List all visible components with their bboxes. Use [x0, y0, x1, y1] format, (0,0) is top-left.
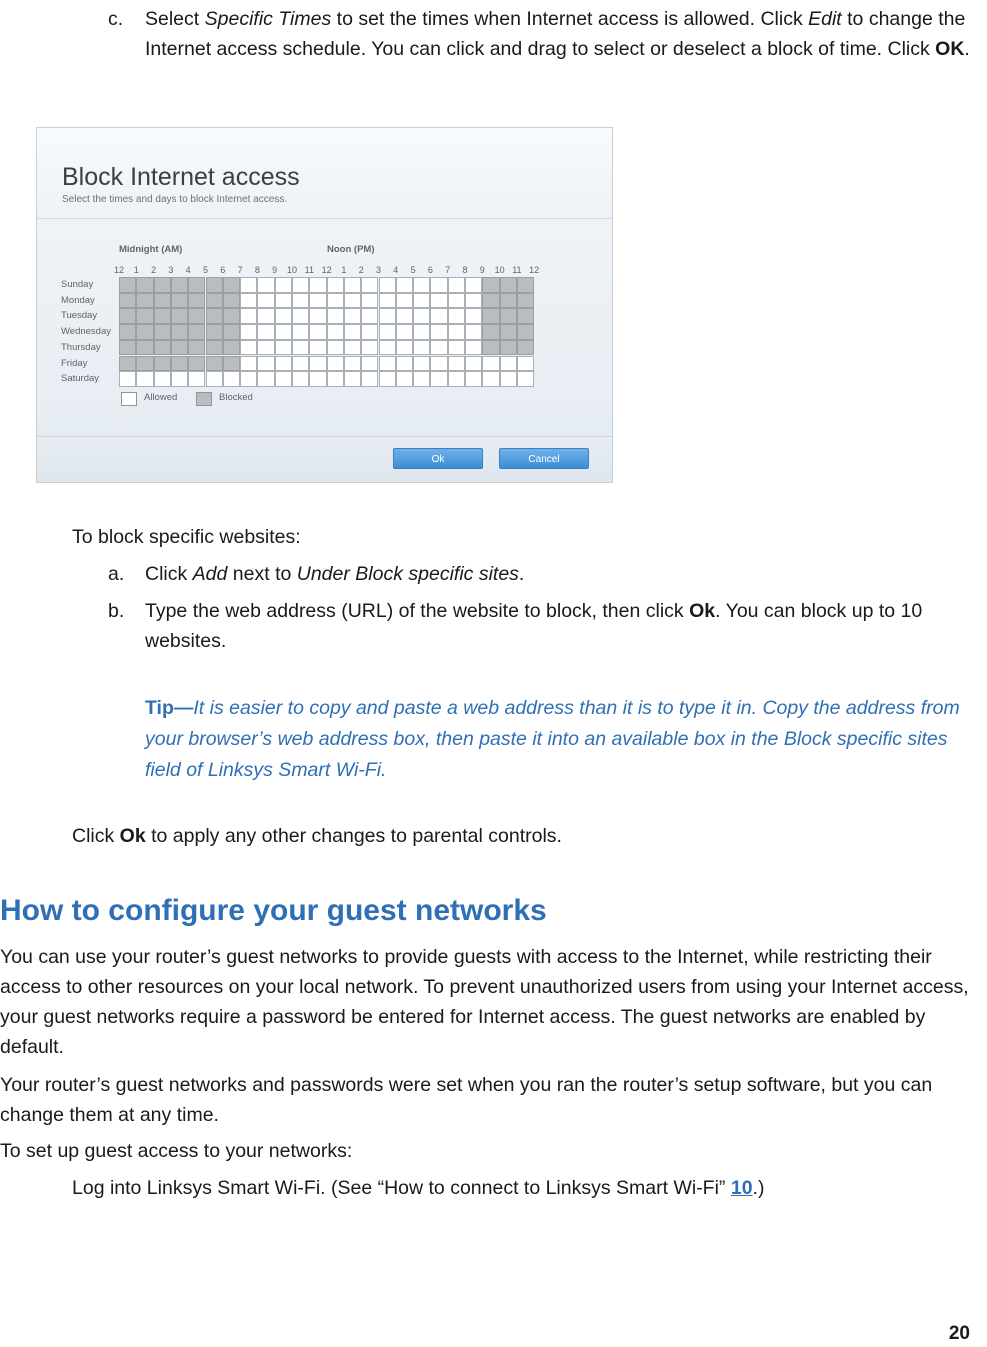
schedule-cell-blocked[interactable]	[171, 308, 188, 324]
schedule-cell-allowed[interactable]	[379, 356, 396, 372]
schedule-cell-blocked[interactable]	[119, 293, 136, 309]
schedule-cell-allowed[interactable]	[309, 308, 326, 324]
schedule-cell-allowed[interactable]	[292, 340, 309, 356]
schedule-cell-blocked[interactable]	[223, 324, 240, 340]
schedule-cell-allowed[interactable]	[240, 371, 257, 387]
hour-label: 3	[375, 265, 381, 275]
hour-label: 11	[512, 265, 522, 275]
schedule-cell-blocked[interactable]	[206, 340, 223, 356]
schedule-cell-allowed[interactable]	[379, 293, 396, 309]
schedule-cell-allowed[interactable]	[292, 356, 309, 372]
schedule-cell-allowed[interactable]	[379, 371, 396, 387]
schedule-cell-allowed[interactable]	[517, 371, 534, 387]
hour-label: 8	[462, 265, 468, 275]
schedule-cell-allowed[interactable]	[240, 356, 257, 372]
hour-label: 10	[494, 265, 505, 275]
guest-networks-heading: How to configure your guest networks	[0, 894, 547, 927]
day-label: Saturday	[61, 373, 100, 385]
hour-label: 1	[133, 265, 139, 275]
schedule-cell-blocked[interactable]	[188, 324, 205, 340]
schedule-cell-allowed[interactable]	[327, 356, 344, 372]
hour-label: 4	[185, 265, 191, 275]
schedule-cell-allowed[interactable]	[344, 356, 361, 372]
schedule-cell-allowed[interactable]	[396, 356, 413, 372]
schedule-cell-blocked[interactable]	[482, 277, 499, 293]
apply-changes-text: Click Ok to apply any other changes to parental controls.	[72, 825, 562, 847]
schedule-cell-blocked[interactable]	[136, 308, 153, 324]
schedule-cell-allowed[interactable]	[309, 356, 326, 372]
schedule-cell-allowed[interactable]	[448, 293, 465, 309]
schedule-cell-allowed[interactable]	[396, 371, 413, 387]
schedule-cell-allowed[interactable]	[257, 293, 274, 309]
schedule-cell-blocked[interactable]	[206, 308, 223, 324]
schedule-cell-allowed[interactable]	[396, 324, 413, 340]
hour-label: 1	[341, 265, 347, 275]
schedule-cell-blocked[interactable]	[119, 356, 136, 372]
schedule-cell-allowed[interactable]	[344, 308, 361, 324]
schedule-cell-allowed[interactable]	[275, 308, 292, 324]
schedule-cell-blocked[interactable]	[517, 324, 534, 340]
schedule-cell-allowed[interactable]	[396, 308, 413, 324]
schedule-cell-blocked[interactable]	[171, 340, 188, 356]
schedule-cell-allowed[interactable]	[154, 371, 171, 387]
schedule-cell-blocked[interactable]	[154, 324, 171, 340]
schedule-cell-allowed[interactable]	[257, 356, 274, 372]
schedule-cell-allowed[interactable]	[327, 308, 344, 324]
schedule-cell-blocked[interactable]	[136, 293, 153, 309]
schedule-cell-blocked[interactable]	[119, 308, 136, 324]
schedule-cell-blocked[interactable]	[136, 324, 153, 340]
schedule-cell-allowed[interactable]	[361, 356, 378, 372]
schedule-cell-allowed[interactable]	[430, 293, 447, 309]
schedule-cell-allowed[interactable]	[430, 277, 447, 293]
schedule-cell-allowed[interactable]	[413, 277, 430, 293]
schedule-cell-blocked[interactable]	[188, 308, 205, 324]
schedule-cell-allowed[interactable]	[413, 356, 430, 372]
schedule-cell-blocked[interactable]	[517, 340, 534, 356]
step-a-marker: a.	[108, 563, 125, 585]
page-number: 20	[948, 1323, 970, 1344]
schedule-cell-blocked[interactable]	[500, 293, 517, 309]
dialog-footer	[37, 436, 612, 483]
schedule-cell-allowed[interactable]	[275, 356, 292, 372]
schedule-cell-blocked[interactable]	[482, 293, 499, 309]
schedule-cell-allowed[interactable]	[275, 324, 292, 340]
schedule-cell-blocked[interactable]	[517, 277, 534, 293]
schedule-cell-allowed[interactable]	[206, 371, 223, 387]
schedule-cell-allowed[interactable]	[465, 324, 482, 340]
schedule-cell-allowed[interactable]	[344, 371, 361, 387]
schedule-cell-allowed[interactable]	[361, 371, 378, 387]
schedule-cell-blocked[interactable]	[206, 277, 223, 293]
schedule-cell-blocked[interactable]	[500, 308, 517, 324]
schedule-cell-allowed[interactable]	[327, 324, 344, 340]
schedule-cell-allowed[interactable]	[430, 371, 447, 387]
schedule-cell-allowed[interactable]	[465, 293, 482, 309]
schedule-cell-blocked[interactable]	[154, 356, 171, 372]
schedule-cell-allowed[interactable]	[448, 340, 465, 356]
schedule-cell-blocked[interactable]	[171, 324, 188, 340]
schedule-cell-allowed[interactable]	[292, 308, 309, 324]
schedule-cell-blocked[interactable]	[223, 308, 240, 324]
day-label: Wednesday	[61, 326, 111, 338]
schedule-cell-allowed[interactable]	[240, 308, 257, 324]
schedule-cell-blocked[interactable]	[500, 277, 517, 293]
hour-label: 12	[321, 265, 332, 275]
dialog-header	[37, 128, 612, 219]
schedule-cell-allowed[interactable]	[379, 277, 396, 293]
schedule-cell-blocked[interactable]	[154, 277, 171, 293]
schedule-cell-allowed[interactable]	[275, 371, 292, 387]
schedule-cell-allowed[interactable]	[361, 293, 378, 309]
schedule-cell-allowed[interactable]	[361, 308, 378, 324]
schedule-cell-allowed[interactable]	[223, 371, 240, 387]
schedule-cell-allowed[interactable]	[430, 308, 447, 324]
schedule-cell-blocked[interactable]	[223, 356, 240, 372]
schedule-cell-allowed[interactable]	[413, 340, 430, 356]
day-label: Friday	[61, 357, 88, 369]
hour-label: 2	[151, 265, 157, 275]
hour-label: 5	[202, 265, 208, 275]
blocked-legend-swatch	[196, 392, 212, 406]
schedule-cell-allowed[interactable]	[430, 340, 447, 356]
allowed-legend-label: Allowed	[144, 392, 178, 403]
schedule-cell-blocked[interactable]	[223, 277, 240, 293]
schedule-cell-allowed[interactable]	[430, 324, 447, 340]
schedule-cell-allowed[interactable]	[309, 371, 326, 387]
schedule-cell-blocked[interactable]	[154, 293, 171, 309]
schedule-cell-allowed[interactable]	[344, 277, 361, 293]
schedule-cell-allowed[interactable]	[309, 293, 326, 309]
schedule-cell-blocked[interactable]	[206, 324, 223, 340]
schedule-cell-allowed[interactable]	[465, 340, 482, 356]
tip-label: Tip—	[145, 697, 194, 719]
schedule-cell-allowed[interactable]	[344, 293, 361, 309]
guest-passwords-paragraph: Your router’s guest networks and passwords were set when you ran the router’s setup software, but you can change them at any time.	[0, 1074, 933, 1126]
schedule-cell-allowed[interactable]	[482, 371, 499, 387]
schedule-cell-allowed[interactable]	[327, 340, 344, 356]
day-label: Thursday	[61, 341, 101, 353]
block-internet-access-screenshot	[36, 127, 613, 483]
schedule-cell-allowed[interactable]	[275, 277, 292, 293]
schedule-cell-allowed[interactable]	[292, 371, 309, 387]
schedule-cell-blocked[interactable]	[171, 293, 188, 309]
schedule-cell-allowed[interactable]	[119, 371, 136, 387]
guest-step-1: Log into Linksys Smart Wi-Fi. (See “How to connect to Linksys Smart Wi-Fi” 10.)	[72, 1177, 765, 1199]
schedule-cell-allowed[interactable]	[413, 293, 430, 309]
schedule-cell-allowed[interactable]	[327, 293, 344, 309]
schedule-cell-allowed[interactable]	[257, 340, 274, 356]
schedule-cell-allowed[interactable]	[292, 293, 309, 309]
dialog-subtitle: Select the times and days to block Internet access.	[62, 194, 288, 205]
hour-label: 2	[358, 265, 364, 275]
step-c-text: Select Specific Times to set the times when Internet access is allowed. Click Edit to change the Internet access schedule. You can click and drag to select or deselect a block of time. Click OK.	[145, 8, 970, 60]
schedule-cell-allowed[interactable]	[240, 293, 257, 309]
schedule-cell-blocked[interactable]	[206, 356, 223, 372]
schedule-cell-allowed[interactable]	[361, 324, 378, 340]
schedule-cell-allowed[interactable]	[327, 371, 344, 387]
schedule-cell-allowed[interactable]	[448, 324, 465, 340]
block-websites-intro: To block specific websites:	[72, 526, 301, 548]
guest-setup-intro: To set up guest access to your networks:	[0, 1140, 353, 1162]
schedule-cell-allowed[interactable]	[257, 324, 274, 340]
schedule-cell-allowed[interactable]	[465, 371, 482, 387]
schedule-cell-blocked[interactable]	[136, 340, 153, 356]
day-label: Tuesday	[61, 310, 98, 322]
schedule-cell-allowed[interactable]	[275, 293, 292, 309]
hour-label: 5	[410, 265, 416, 275]
schedule-cell-allowed[interactable]	[309, 340, 326, 356]
schedule-cell-blocked[interactable]	[154, 308, 171, 324]
step-b-text: Type the web address (URL) of the website to block, then click Ok. You can block up to 10 websites.	[145, 600, 923, 652]
schedule-cell-blocked[interactable]	[119, 340, 136, 356]
schedule-cell-allowed[interactable]	[396, 340, 413, 356]
midnight-label: Midnight (AM)	[119, 244, 183, 255]
hour-label: 9	[479, 265, 485, 275]
noon-label: Noon (PM)	[327, 244, 375, 255]
schedule-cell-allowed[interactable]	[327, 277, 344, 293]
schedule-cell-blocked[interactable]	[136, 356, 153, 372]
hour-label: 6	[220, 265, 226, 275]
schedule-cell-allowed[interactable]	[292, 277, 309, 293]
schedule-cell-blocked[interactable]	[223, 293, 240, 309]
schedule-cell-blocked[interactable]	[500, 340, 517, 356]
schedule-cell-allowed[interactable]	[275, 340, 292, 356]
page-link[interactable]: 10	[730, 1177, 753, 1199]
schedule-cell-allowed[interactable]	[344, 324, 361, 340]
schedule-cell-allowed[interactable]	[309, 324, 326, 340]
schedule-cell-blocked[interactable]	[154, 340, 171, 356]
schedule-cell-blocked[interactable]	[482, 340, 499, 356]
schedule-cell-blocked[interactable]	[188, 293, 205, 309]
step-a-text: Click Add next to Under Block specific sites.	[145, 563, 525, 585]
schedule-cell-allowed[interactable]	[413, 371, 430, 387]
hour-label: 10	[286, 265, 297, 275]
day-label: Monday	[61, 294, 95, 306]
schedule-cell-allowed[interactable]	[171, 371, 188, 387]
schedule-cell-allowed[interactable]	[465, 356, 482, 372]
schedule-cell-allowed[interactable]	[379, 308, 396, 324]
schedule-cell-allowed[interactable]	[413, 324, 430, 340]
schedule-cell-allowed[interactable]	[309, 277, 326, 293]
tip-note: Tip—It is easier to copy and paste a web address than it is to type it in. Copy the address from your browser’s web address box, then paste it into an available box in the Block specific sites field of Linksys Smart Wi-Fi.	[145, 697, 960, 781]
schedule-cell-allowed[interactable]	[257, 371, 274, 387]
schedule-cell-allowed[interactable]	[465, 277, 482, 293]
schedule-cell-blocked[interactable]	[188, 356, 205, 372]
hour-label: 6	[427, 265, 433, 275]
schedule-cell-blocked[interactable]	[206, 293, 223, 309]
schedule-cell-blocked[interactable]	[223, 340, 240, 356]
schedule-cell-blocked[interactable]	[188, 340, 205, 356]
hour-label: 3	[168, 265, 174, 275]
schedule-cell-allowed[interactable]	[448, 356, 465, 372]
step-b-marker: b.	[108, 600, 125, 622]
ok-button[interactable]: Ok	[393, 448, 483, 469]
schedule-cell-allowed[interactable]	[465, 308, 482, 324]
schedule-cell-allowed[interactable]	[361, 277, 378, 293]
blocked-legend-label: Blocked	[219, 392, 253, 403]
schedule-cell-blocked[interactable]	[171, 277, 188, 293]
schedule-cell-allowed[interactable]	[379, 340, 396, 356]
hour-label: 12	[113, 265, 124, 275]
schedule-cell-blocked[interactable]	[517, 293, 534, 309]
schedule-cell-allowed[interactable]	[188, 371, 205, 387]
schedule-cell-allowed[interactable]	[240, 277, 257, 293]
schedule-cell-allowed[interactable]	[448, 371, 465, 387]
schedule-cell-allowed[interactable]	[257, 308, 274, 324]
schedule-cell-blocked[interactable]	[119, 324, 136, 340]
step-c-marker: c.	[108, 8, 124, 30]
schedule-cell-allowed[interactable]	[517, 356, 534, 372]
schedule-cell-allowed[interactable]	[240, 324, 257, 340]
schedule-cell-allowed[interactable]	[396, 277, 413, 293]
schedule-cell-blocked[interactable]	[188, 277, 205, 293]
schedule-cell-allowed[interactable]	[379, 324, 396, 340]
schedule-cell-allowed[interactable]	[257, 277, 274, 293]
schedule-cell-blocked[interactable]	[500, 324, 517, 340]
schedule-cell-allowed[interactable]	[430, 356, 447, 372]
schedule-cell-allowed[interactable]	[482, 356, 499, 372]
allowed-legend-swatch	[121, 392, 137, 406]
cancel-button[interactable]: Cancel	[499, 448, 589, 469]
guest-intro-paragraph: You can use your router’s guest networks to provide guests with access to the Internet, while restricting their access to other resources on your local network. To prevent unauthorized users from using your Internet access, your guest networks require a password be entered for Internet access. The guest networks are enabled by default.	[0, 946, 969, 1058]
schedule-cell-blocked[interactable]	[517, 308, 534, 324]
dialog-title: Block Internet access	[62, 163, 300, 191]
schedule-cell-allowed[interactable]	[500, 356, 517, 372]
schedule-cell-allowed[interactable]	[500, 371, 517, 387]
schedule-cell-blocked[interactable]	[171, 356, 188, 372]
schedule-cell-blocked[interactable]	[482, 324, 499, 340]
hour-label: 7	[445, 265, 451, 275]
schedule-cell-allowed[interactable]	[292, 324, 309, 340]
schedule-cell-allowed[interactable]	[396, 293, 413, 309]
hour-label: 11	[304, 265, 314, 275]
schedule-cell-allowed[interactable]	[361, 340, 378, 356]
schedule-cell-allowed[interactable]	[413, 308, 430, 324]
hour-label: 7	[237, 265, 243, 275]
schedule-cell-blocked[interactable]	[482, 308, 499, 324]
hour-label: 8	[254, 265, 260, 275]
hour-label: 9	[272, 265, 278, 275]
schedule-cell-allowed[interactable]	[240, 340, 257, 356]
day-label: Sunday	[61, 279, 94, 290]
schedule-cell-allowed[interactable]	[448, 277, 465, 293]
schedule-cell-allowed[interactable]	[344, 340, 361, 356]
schedule-cell-blocked[interactable]	[136, 277, 153, 293]
schedule-cell-allowed[interactable]	[136, 371, 153, 387]
hour-label: 4	[393, 265, 399, 275]
hour-label: 12	[529, 265, 540, 275]
schedule-cell-allowed[interactable]	[448, 308, 465, 324]
schedule-cell-blocked[interactable]	[119, 277, 136, 293]
